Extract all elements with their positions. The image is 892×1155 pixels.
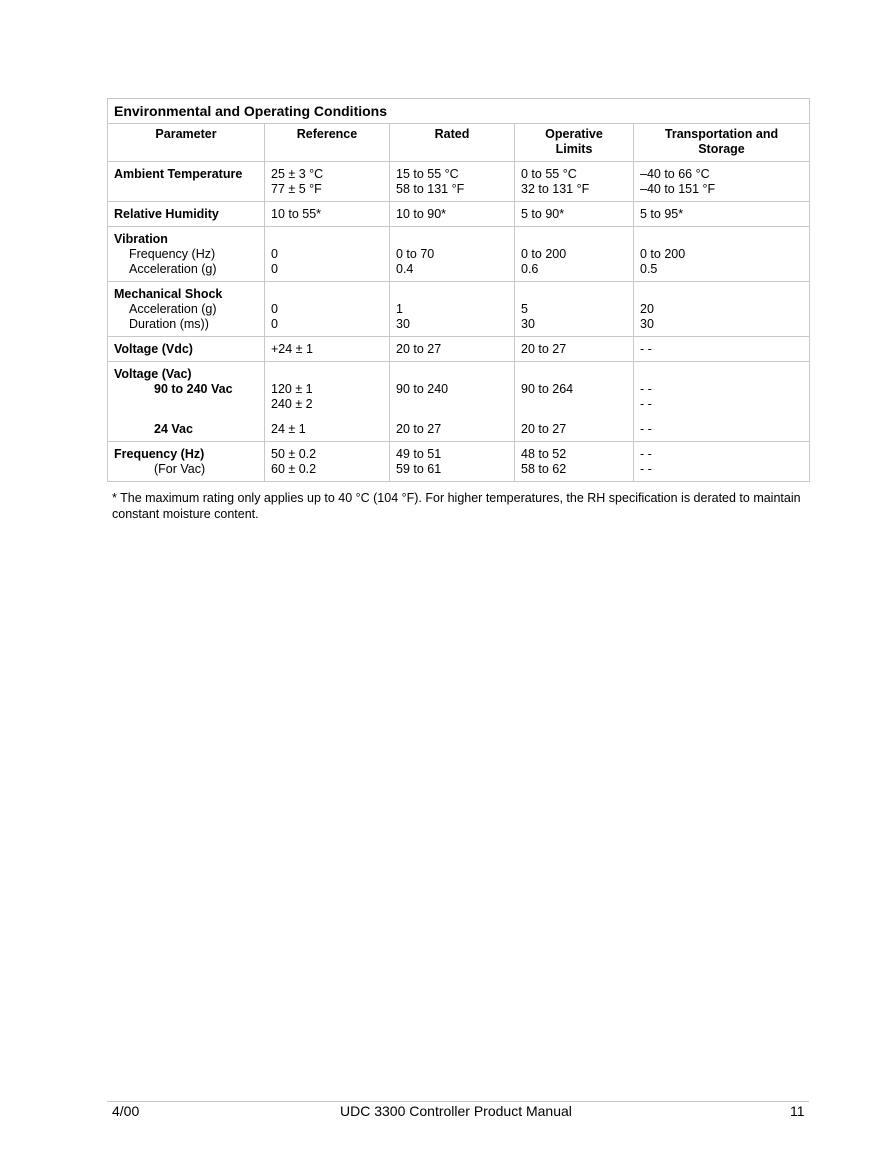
value: 49 to 51 (396, 447, 442, 461)
value: 60 ± 0.2 (271, 462, 317, 476)
param-sub-label: (For Vac) (154, 462, 206, 476)
param-sub-label: Acceleration (g) (129, 262, 217, 276)
cell-reference (265, 282, 390, 337)
cell-rated (390, 442, 515, 482)
value: 1 (396, 302, 403, 316)
cell-transport (634, 227, 810, 282)
value: 0 (271, 247, 278, 261)
param-label: Mechanical Shock (114, 287, 223, 301)
value: 0 to 55 °C (521, 167, 577, 181)
cell-reference (265, 442, 390, 482)
table-row-vibration (108, 227, 810, 282)
cell-rated (390, 227, 515, 282)
param-sub-label: Acceleration (g) (129, 302, 217, 316)
param-voltage-vdc (108, 337, 265, 362)
param-relative-humidity (108, 202, 265, 227)
param-label: Vibration (114, 232, 168, 246)
param-label: Ambient Temperature (114, 167, 243, 181)
cell-transport (634, 162, 810, 202)
cell-transport: - - (634, 337, 810, 362)
column-header-rated: Rated (390, 124, 515, 162)
value: 48 to 52 (521, 447, 567, 461)
cell-operative (515, 162, 634, 202)
footer-divider (107, 1101, 809, 1102)
param-label: Relative Humidity (114, 207, 219, 221)
table-title-row (108, 99, 810, 124)
table-header-row (108, 124, 810, 162)
column-header-transport-line2: Storage (698, 142, 745, 156)
column-header-parameter: Parameter (108, 124, 265, 162)
cell-operative (515, 282, 634, 337)
column-header-operative-limits (515, 124, 634, 162)
column-header-transportation-storage (634, 124, 810, 162)
value: 59 to 61 (396, 462, 442, 476)
table-title: Environmental and Operating Conditions (108, 99, 810, 124)
cell-reference (265, 362, 390, 442)
value: 30 (640, 317, 654, 331)
cell-transport (634, 362, 810, 442)
cell-transport (634, 442, 810, 482)
param-label: Frequency (Hz) (114, 447, 205, 461)
table-row-frequency (108, 442, 810, 482)
value: 0 (271, 262, 278, 276)
column-header-transport-line1: Transportation and (664, 127, 779, 141)
param-sub-label-90-240: 90 to 240 Vac (154, 382, 233, 396)
value: 32 to 131 °F (521, 182, 590, 196)
param-label: Voltage (Vac) (114, 367, 192, 381)
footer-date: 4/00 (112, 1103, 140, 1119)
value: 58 to 62 (521, 462, 567, 476)
cell-reference (265, 162, 390, 202)
value: 0.5 (640, 262, 658, 276)
value: 90 to 264 (521, 382, 574, 396)
value: - - (640, 422, 652, 436)
cell-reference (265, 227, 390, 282)
value: - - (640, 397, 652, 411)
cell-operative (515, 362, 634, 442)
param-sub-label-24: 24 Vac (154, 422, 193, 436)
value: - - (640, 447, 652, 461)
param-vibration (108, 227, 265, 282)
cell-reference: +24 ± 1 (265, 337, 390, 362)
value: 240 ± 2 (271, 397, 313, 411)
value: 0 to 200 (640, 247, 686, 261)
column-header-reference: Reference (265, 124, 390, 162)
cell-reference: 10 to 55* (265, 202, 390, 227)
cell-transport: 5 to 95* (634, 202, 810, 227)
value: 77 ± 5 °F (271, 182, 322, 196)
table-row-voltage-vac (108, 362, 810, 442)
value: 50 ± 0.2 (271, 447, 317, 461)
cell-rated (390, 282, 515, 337)
value: 5 (521, 302, 528, 316)
table-row-relative-humidity (108, 202, 810, 227)
cell-rated (390, 362, 515, 442)
param-sub-label: Frequency (Hz) (129, 247, 216, 261)
value: 120 ± 1 (271, 382, 313, 396)
value: - - (640, 382, 652, 396)
value: 0.6 (521, 262, 539, 276)
table-row-mechanical-shock (108, 282, 810, 337)
param-label: Voltage (Vdc) (114, 342, 193, 356)
cell-operative (515, 442, 634, 482)
param-mechanical-shock (108, 282, 265, 337)
cell-rated: 10 to 90* (390, 202, 515, 227)
cell-transport (634, 282, 810, 337)
param-ambient-temperature (108, 162, 265, 202)
value: –40 to 66 °C (640, 167, 710, 181)
cell-operative (515, 227, 634, 282)
value: 30 (396, 317, 410, 331)
cell-rated (390, 162, 515, 202)
value: - - (640, 462, 652, 476)
value: –40 to 151 °F (640, 182, 716, 196)
footer-title: UDC 3300 Controller Product Manual (340, 1103, 572, 1119)
value: 58 to 131 °F (396, 182, 465, 196)
column-header-operative-line1: Operative (545, 127, 603, 141)
value: 0 to 70 (396, 247, 435, 261)
table-row-voltage-vdc (108, 337, 810, 362)
param-sub-label: Duration (ms)) (129, 317, 209, 331)
footnote: * The maximum rating only applies up to 40 °C (104 °F). For higher temperatures, the RH specification is derated to maintain constant moisture content. (112, 491, 801, 521)
footer-page-number: 11 (790, 1103, 805, 1119)
value: 30 (521, 317, 535, 331)
param-frequency (108, 442, 265, 482)
table-row-ambient-temperature (108, 162, 810, 202)
param-voltage-vac (108, 362, 265, 442)
value: 0 (271, 302, 278, 316)
cell-operative: 5 to 90* (515, 202, 634, 227)
environmental-conditions-table (107, 98, 810, 482)
column-header-operative-line2: Limits (555, 142, 593, 156)
value: 0 (271, 317, 278, 331)
value: 24 ± 1 (271, 422, 306, 436)
value: 15 to 55 °C (396, 167, 459, 181)
value: 20 (640, 302, 654, 316)
cell-rated: 20 to 27 (390, 337, 515, 362)
cell-operative: 20 to 27 (515, 337, 634, 362)
value: 20 to 27 (521, 422, 567, 436)
value: 0.4 (396, 262, 414, 276)
value: 90 to 240 (396, 382, 449, 396)
value: 25 ± 3 °C (271, 167, 324, 181)
value: 20 to 27 (396, 422, 442, 436)
value: 0 to 200 (521, 247, 567, 261)
